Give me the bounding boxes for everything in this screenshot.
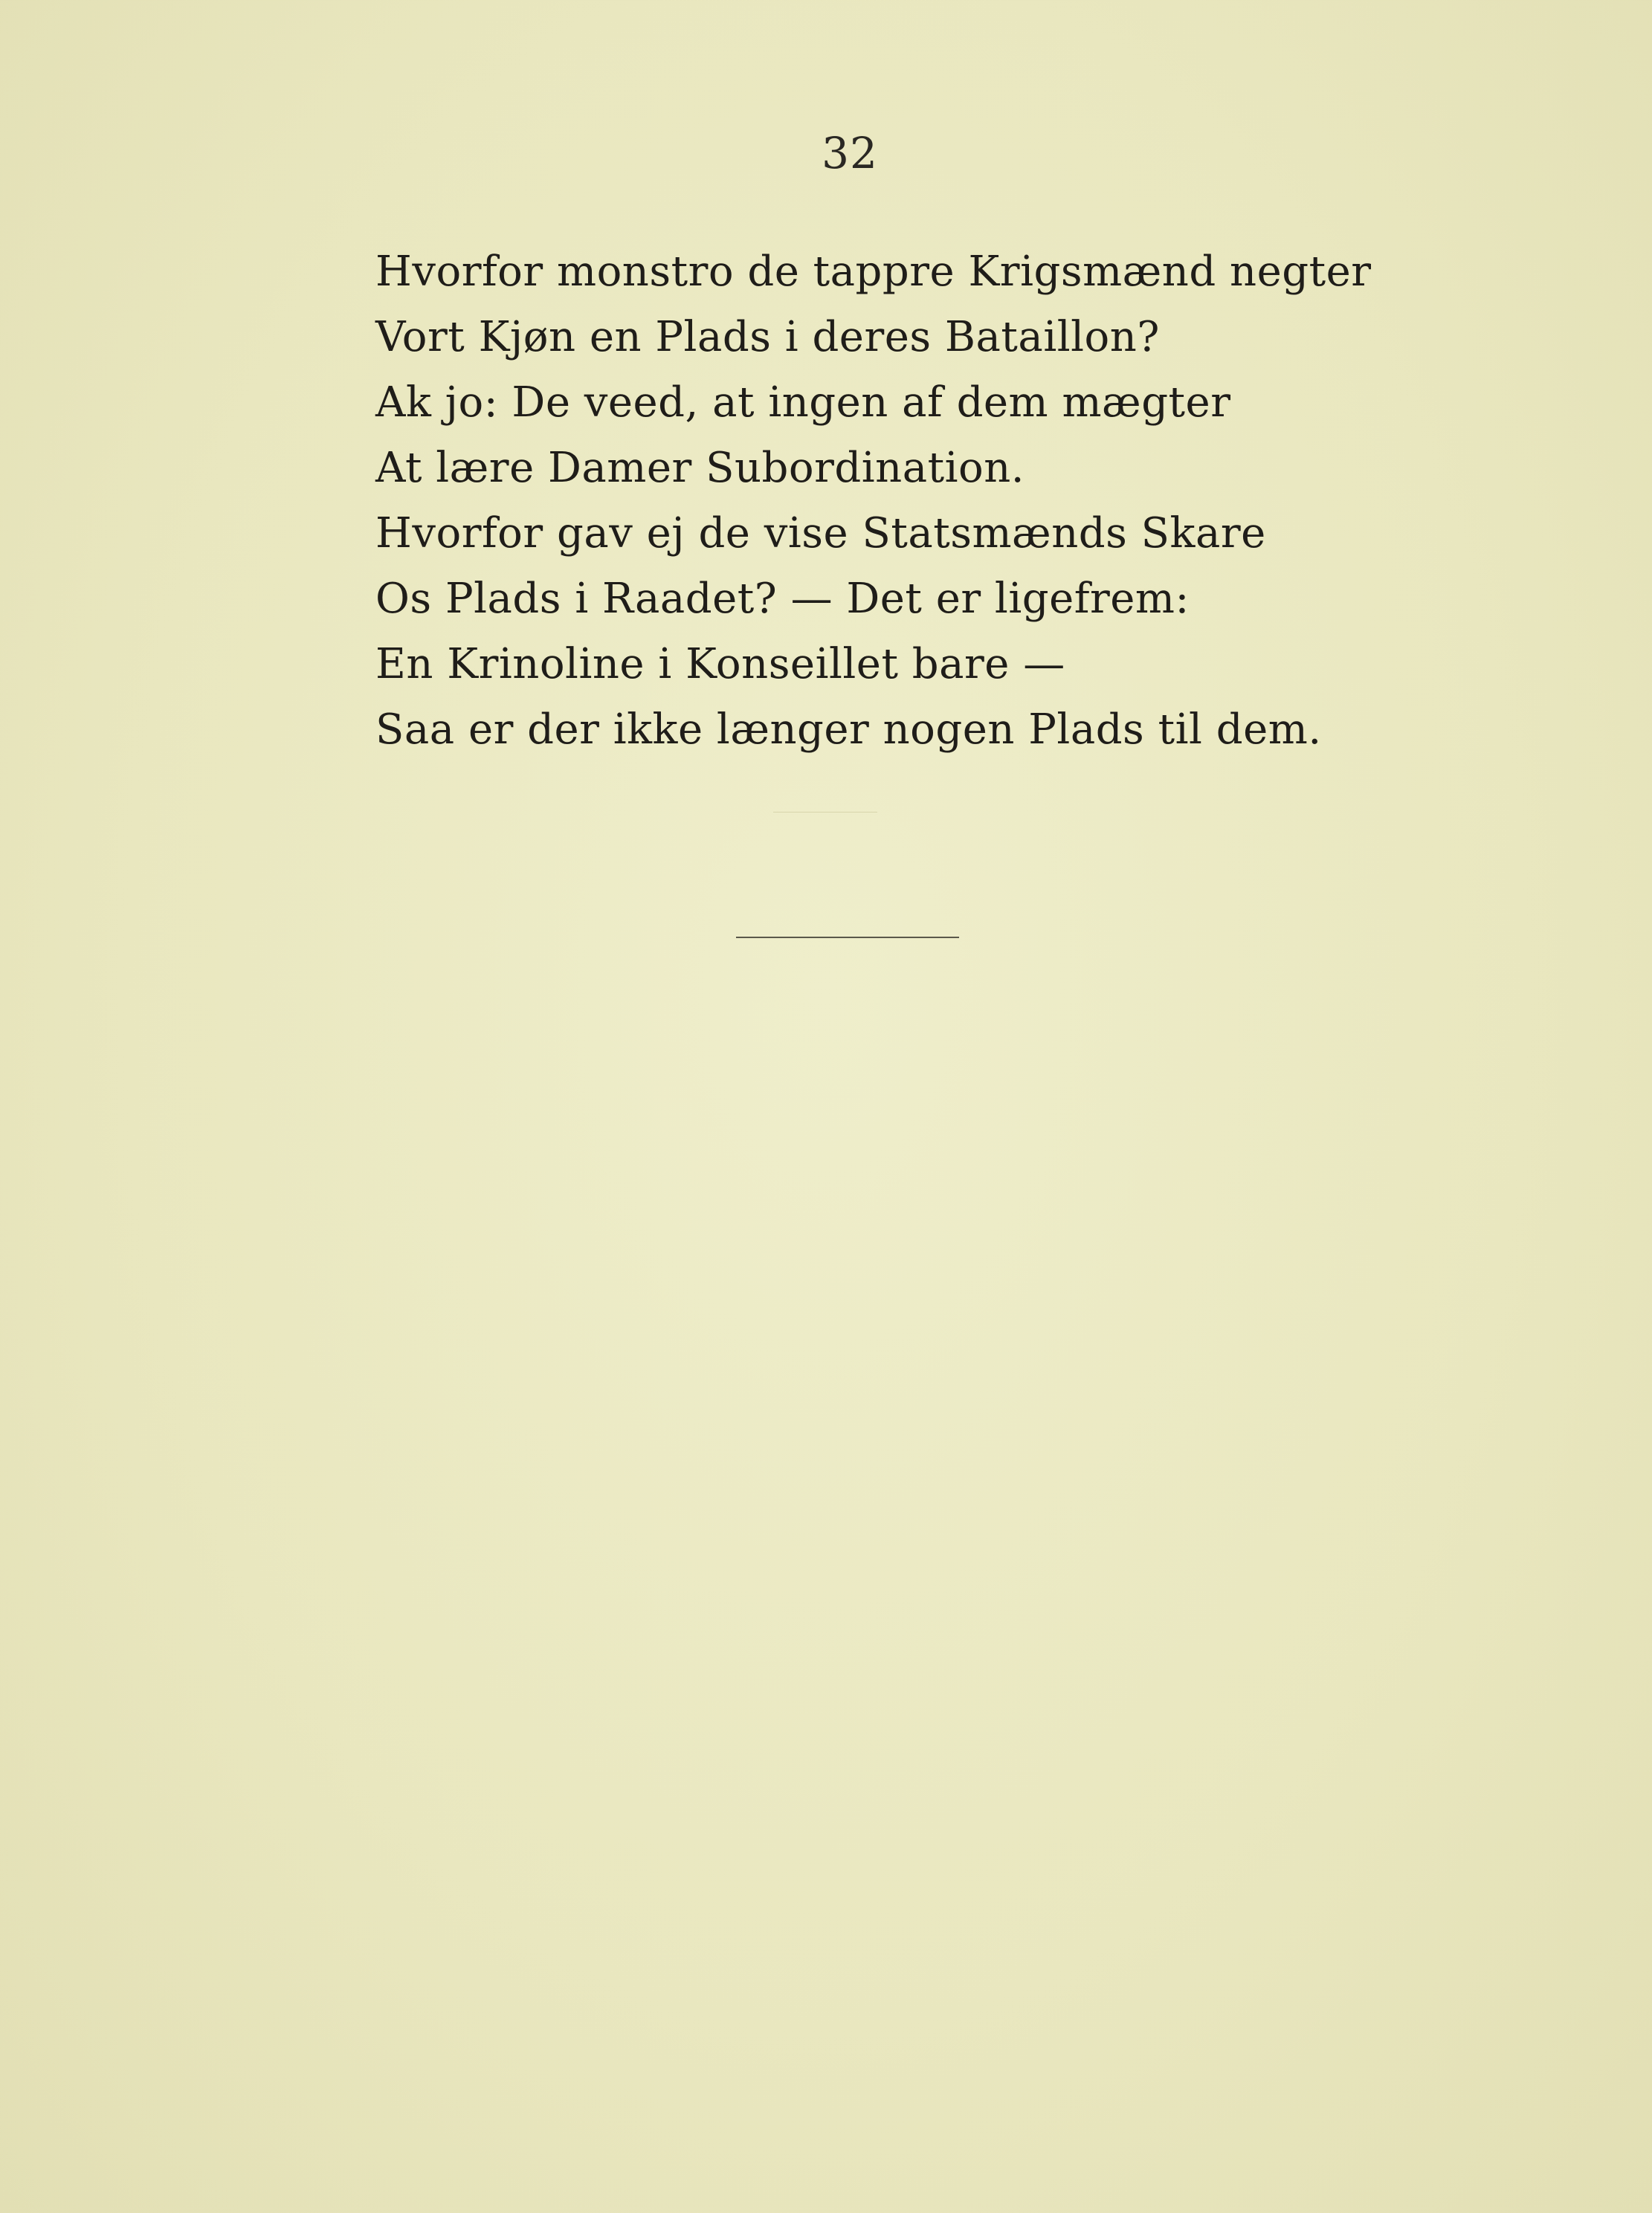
section-separator [736,937,959,938]
poem-line: At lære Damer Subordination. [375,444,1025,492]
poem-line: Hvorfor monstro de tappre Krigsmænd negter [375,248,1372,296]
poem-line: En Krinoline i Konseillet bare — [375,640,1065,688]
poem-line: Ak jo: De veed, at ingen af dem mægter [375,378,1231,427]
poem-line: Os Plads i Raadet? — Det er ligefrem: [375,575,1190,623]
poem-line: Hvorfor gav ej de vise Statsmænds Skare [375,509,1266,558]
poem-line: Saa er der ikke længer nogen Plads til dem. [375,705,1322,754]
page-number: 32 [822,128,878,178]
poem-line: Vort Kjøn en Plads i deres Bataillon? [375,313,1160,361]
poem-stanza [375,239,1372,763]
